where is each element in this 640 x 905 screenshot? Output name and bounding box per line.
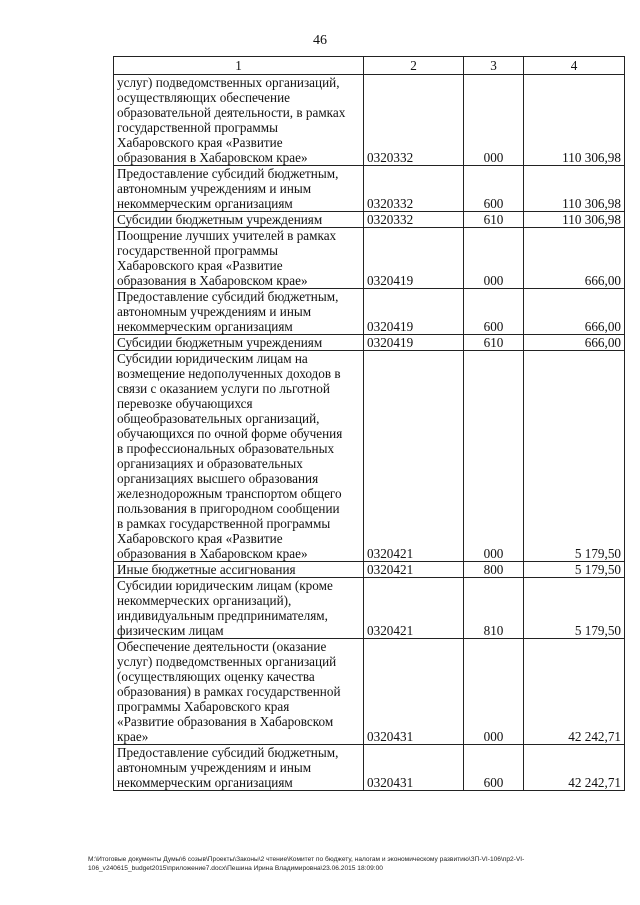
row-code: 0320431 xyxy=(364,639,464,745)
row-name-line: Хабаровского края «Развитие xyxy=(117,258,283,273)
row-name-line: Иные бюджетные ассигнования xyxy=(117,562,296,577)
file-path-footer xyxy=(88,855,628,873)
row-name-line: Поощрение лучших учителей в рамках xyxy=(117,228,337,243)
row-name-line: Предоставление субсидий бюджетным, xyxy=(117,166,339,181)
row-name-line: перевозке обучающихся xyxy=(117,396,253,411)
row-name xyxy=(114,289,364,335)
column-header-name: 1 xyxy=(114,57,364,75)
footer-line-2: 106_v240615_budget2015\приложение7.docx\Пешина Ирина Владимировна\23.06.2015 18:09:00 xyxy=(88,865,383,872)
row-amount: 666,00 xyxy=(524,228,625,289)
row-code: 0320332 xyxy=(364,166,464,212)
row-amount: 5 179,50 xyxy=(524,562,625,578)
row-name-line: (осуществляющих оценку качества xyxy=(117,669,315,684)
row-name-line: общеобразовательных организаций, xyxy=(117,411,320,426)
table-row xyxy=(114,75,625,166)
row-name-line: образования в Хабаровском крае» xyxy=(117,150,308,165)
row-kind: 600 xyxy=(464,289,524,335)
row-name-line: образования в Хабаровском крае» xyxy=(117,273,308,288)
row-kind: 000 xyxy=(464,75,524,166)
row-code: 0320419 xyxy=(364,228,464,289)
row-name-line: Субсидии юридическим лицам (кроме xyxy=(117,578,333,593)
row-kind: 810 xyxy=(464,578,524,639)
row-name xyxy=(114,351,364,562)
row-amount: 110 306,98 xyxy=(524,166,625,212)
column-header-kind: 3 xyxy=(464,57,524,75)
row-code: 0320421 xyxy=(364,578,464,639)
row-name-line: «Развитие образования в Хабаровском xyxy=(117,714,334,729)
row-name-line: услуг) подведомственных организаций xyxy=(117,654,337,669)
row-name-line: автономным учреждениям и иным xyxy=(117,181,312,196)
row-name xyxy=(114,639,364,745)
row-name-line: Субсидии бюджетным учреждениям xyxy=(117,335,323,350)
row-name-line: автономным учреждениям и иным xyxy=(117,304,312,319)
row-name-line: некоммерческим организациям xyxy=(117,775,293,790)
row-name-line: осуществляющих обеспечение xyxy=(117,90,291,105)
row-name-line: программы Хабаровского края xyxy=(117,699,290,714)
row-amount: 110 306,98 xyxy=(524,75,625,166)
row-kind: 800 xyxy=(464,562,524,578)
table-row xyxy=(114,289,625,335)
row-name xyxy=(114,75,364,166)
row-name-line: некоммерческим организациям xyxy=(117,196,293,211)
row-name-line: обучающихся по очной форме обучения xyxy=(117,426,343,441)
row-code: 0320332 xyxy=(364,75,464,166)
row-amount: 42 242,71 xyxy=(524,745,625,791)
table-row xyxy=(114,578,625,639)
row-name-line: некоммерческим организациям xyxy=(117,319,293,334)
row-name-line: индивидуальным предпринимателям, xyxy=(117,608,328,623)
table-row xyxy=(114,166,625,212)
row-name-line: возмещение недополученных доходов в xyxy=(117,366,341,381)
row-kind: 610 xyxy=(464,212,524,228)
table-row xyxy=(114,745,625,791)
table-row xyxy=(114,212,625,228)
row-amount: 110 306,98 xyxy=(524,212,625,228)
row-amount: 666,00 xyxy=(524,289,625,335)
row-amount: 666,00 xyxy=(524,335,625,351)
row-name-line: в рамках государственной программы xyxy=(117,516,331,531)
row-name xyxy=(114,228,364,289)
row-name-line: государственной программы xyxy=(117,120,278,135)
row-name-line: некоммерческих организаций), xyxy=(117,593,292,608)
row-name-line: железнодорожным транспортом общего xyxy=(117,486,342,501)
row-name xyxy=(114,745,364,791)
row-name-line: физическим лицам xyxy=(117,623,224,638)
row-kind: 000 xyxy=(464,639,524,745)
row-code: 0320421 xyxy=(364,351,464,562)
row-name-line: организациях высшего образования xyxy=(117,471,319,486)
row-kind: 000 xyxy=(464,228,524,289)
row-name-line: образования в Хабаровском крае» xyxy=(117,546,308,561)
row-name xyxy=(114,166,364,212)
row-kind: 610 xyxy=(464,335,524,351)
row-name-line: Субсидии юридическим лицам на xyxy=(117,351,308,366)
row-name xyxy=(114,578,364,639)
row-amount: 5 179,50 xyxy=(524,578,625,639)
row-name-line: образования) в рамках государственной xyxy=(117,684,341,699)
row-code: 0320431 xyxy=(364,745,464,791)
row-code: 0320332 xyxy=(364,212,464,228)
column-header-amount: 4 xyxy=(524,57,625,75)
row-code: 0320421 xyxy=(364,562,464,578)
row-name-line: связи с оказанием услуги по льготной xyxy=(117,381,330,396)
row-amount: 5 179,50 xyxy=(524,351,625,562)
row-name xyxy=(114,562,364,578)
row-code: 0320419 xyxy=(364,335,464,351)
row-name-line: организациях и образовательных xyxy=(117,456,303,471)
table-row xyxy=(114,562,625,578)
row-name-line: Предоставление субсидий бюджетным, xyxy=(117,289,339,304)
row-name-line: в профессиональных образовательных xyxy=(117,441,335,456)
column-header-code: 2 xyxy=(364,57,464,75)
row-code: 0320419 xyxy=(364,289,464,335)
row-name-line: Хабаровского края «Развитие xyxy=(117,531,283,546)
row-name-line: Субсидии бюджетным учреждениям xyxy=(117,212,323,227)
row-name xyxy=(114,335,364,351)
row-name-line: услуг) подведомственных организаций, xyxy=(117,75,340,90)
row-name-line: образовательной деятельности, в рамках xyxy=(117,105,346,120)
table-body xyxy=(114,75,625,791)
footer-line-1: M:\Итоговые документы Думы\6 созыв\Проекты\Законы\2 чтение\Комитет по бюджету, налогам и экономическому развитию\ЗП-VI-106\пр2-VI- xyxy=(88,856,525,863)
row-amount: 42 242,71 xyxy=(524,639,625,745)
row-kind: 000 xyxy=(464,351,524,562)
table-row xyxy=(114,335,625,351)
row-name-line: Хабаровского края «Развитие xyxy=(117,135,283,150)
row-name-line: государственной программы xyxy=(117,243,278,258)
row-name-line: Предоставление субсидий бюджетным, xyxy=(117,745,339,760)
table-header xyxy=(114,57,625,75)
row-name-line: пользования в пригородном сообщении xyxy=(117,501,340,516)
table-row xyxy=(114,351,625,562)
row-name-line: автономным учреждениям и иным xyxy=(117,760,312,775)
row-name-line: Обеспечение деятельности (оказание xyxy=(117,639,327,654)
row-kind: 600 xyxy=(464,745,524,791)
table-row xyxy=(114,639,625,745)
row-kind: 600 xyxy=(464,166,524,212)
row-name xyxy=(114,212,364,228)
row-name-line: крае» xyxy=(117,729,149,744)
budget-table xyxy=(113,56,625,791)
page-number: 46 xyxy=(313,33,327,48)
table-row xyxy=(114,228,625,289)
